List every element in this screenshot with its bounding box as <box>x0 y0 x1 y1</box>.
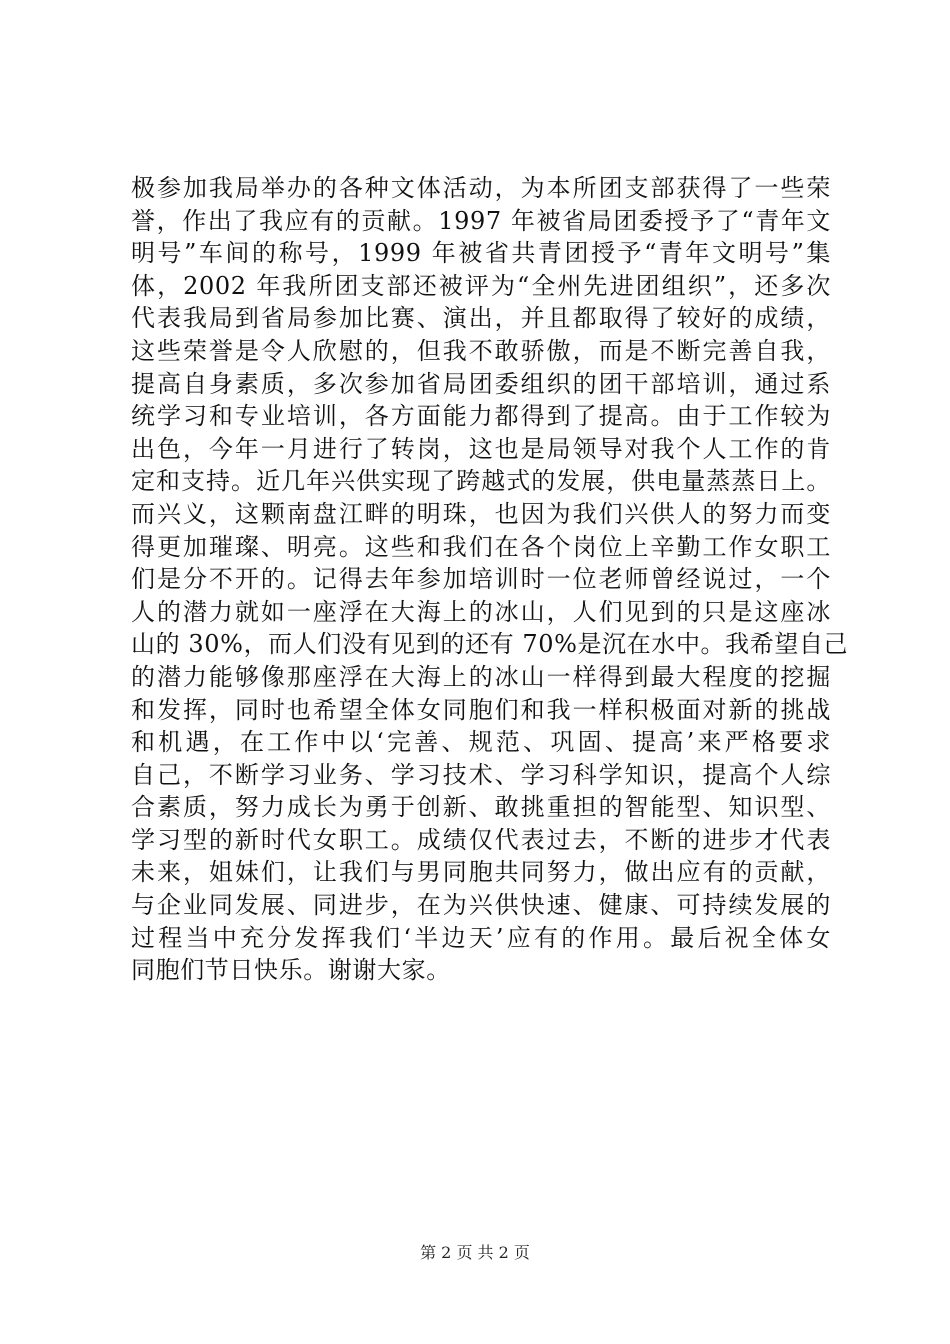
text-line: 这些荣誉是令人欣慰的，但我不敢骄傲，而是不断完善自我， <box>131 336 831 365</box>
text-line: 山的 30%，而人们没有见到的还有 70%是沉在水中。我希望自己 <box>131 630 849 659</box>
text-line: 提高自身素质，多次参加省局团委组织的团干部培训，通过系 <box>131 369 831 398</box>
text-line: 出色，今年一月进行了转岗，这也是局领导对我个人工作的肯 <box>131 434 831 463</box>
text-line: 誉，作出了我应有的贡献。1997 年被省局团委授予了“青年文 <box>131 206 831 235</box>
text-line: 的潜力能够像那座浮在大海上的冰山一样得到最大程度的挖掘 <box>131 662 831 691</box>
text-line: 合素质，努力成长为勇于创新、敢挑重担的智能型、知识型、 <box>131 793 831 822</box>
text-line: 和发挥，同时也希望全体女同胞们和我一样积极面对新的挑战 <box>131 695 831 724</box>
text-line: 定和支持。近几年兴供实现了跨越式的发展，供电量蒸蒸日上。 <box>131 467 831 496</box>
text-line: 代表我局到省局参加比赛、演出，并且都取得了较好的成绩， <box>131 304 831 333</box>
text-line: 与企业同发展、同进步，在为兴供快速、健康、可持续发展的 <box>131 891 831 920</box>
text-line: 而兴义，这颗南盘江畔的明珠，也因为我们兴供人的努力而变 <box>131 499 831 528</box>
text-line: 极参加我局举办的各种文体活动，为本所团支部获得了一些荣 <box>131 174 831 202</box>
text-line: 明号”车间的称号，1999 年被省共青团授予“青年文明号”集 <box>131 239 831 268</box>
text-line: 学习型的新时代女职工。成绩仅代表过去，不断的进步才代表 <box>131 825 831 854</box>
text-line: 体，2002 年我所团支部还被评为“全州先进团组织”，还多次 <box>131 271 831 300</box>
text-line: 们是分不开的。记得去年参加培训时一位老师曾经说过，一个 <box>131 565 831 594</box>
text-line: 和机遇，在工作中以‘完善、规范、巩固、提高’来严格要求 <box>131 728 831 757</box>
page-number-footer: 第 2 页 共 2 页 <box>420 1243 530 1262</box>
text-line: 得更加璀璨、明亮。这些和我们在各个岗位上辛勤工作女职工 <box>131 532 831 561</box>
text-line: 统学习和专业培训，各方面能力都得到了提高。由于工作较为 <box>131 402 831 431</box>
text-line: 自己，不断学习业务、学习技术、学习科学知识，提高个人综 <box>131 760 831 789</box>
text-line-last: 同胞们节日快乐。谢谢大家。 <box>131 956 451 985</box>
body-paragraph <box>131 172 849 987</box>
text-line: 人的潜力就如一座浮在大海上的冰山，人们见到的只是这座冰 <box>131 597 831 626</box>
text-line: 未来，姐妹们，让我们与男同胞共同努力，做出应有的贡献， <box>131 858 831 887</box>
text-line: 过程当中充分发挥我们‘半边天’应有的作用。最后祝全体女 <box>131 923 831 952</box>
